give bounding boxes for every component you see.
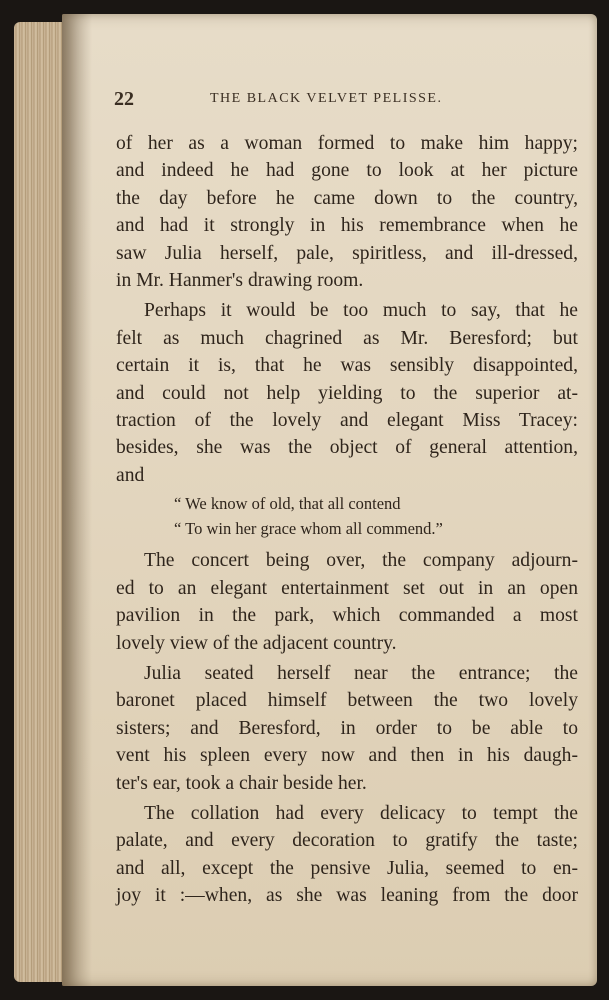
text-line: certain it is, that he was sensibly disappointed, (116, 355, 578, 377)
text-line: joy it :—when, as she was leaning from the door (116, 885, 578, 907)
text-line: baronet placed himself between the two lovely (116, 690, 578, 712)
text-line: The concert being over, the company adjourn- (144, 550, 578, 572)
text-line: besides, she was the object of general attention, (116, 437, 578, 459)
spine-shadow (62, 14, 92, 986)
running-head (114, 88, 584, 112)
text-line: felt as much chagrined as Mr. Beresford; but (116, 327, 578, 349)
verse-line: “ To win her grace whom all commend.” (174, 519, 443, 539)
text-line: pavilion in the park, which commanded a most (116, 605, 578, 627)
text-line: traction of the lovely and elegant Miss Tracey: (116, 410, 578, 432)
verse-line: “ We know of old, that all contend (174, 494, 401, 514)
text-line: The collation had every delicacy to tempt the (144, 802, 578, 824)
text-line: in Mr. Hanmer's drawing room. (116, 270, 364, 292)
text-line: vent his spleen every now and then in his daugh- (116, 745, 578, 767)
text-line: palate, and every decoration to gratify the taste; (116, 830, 578, 852)
text-line: lovely view of the adjacent country. (116, 632, 397, 654)
text-line: saw Julia herself, pale, spiritless, and ill-dressed, (116, 242, 578, 264)
text-line: ter's ear, took a chair beside her. (116, 772, 367, 794)
text-line: sisters; and Beresford, in order to be able to (116, 717, 578, 739)
text-line: Perhaps it would be too much to say, that he (144, 300, 578, 322)
page-number: 22 (114, 88, 134, 110)
text-line: and all, except the pensive Julia, seemed to en- (116, 857, 578, 879)
text-line: ed to an elegant entertainment set out in an open (116, 577, 578, 599)
running-title: THE BLACK VELVET PELISSE. (210, 91, 443, 106)
text-line: and had it strongly in his remembrance when he (116, 215, 578, 237)
text-line: and could not help yielding to the superior at- (116, 382, 578, 404)
text-line: the day before he came down to the country, (116, 187, 578, 209)
text-line: Julia seated herself near the entrance; the (144, 662, 578, 684)
body-text (116, 130, 578, 910)
text-line: and (116, 464, 145, 486)
text-line: of her as a woman formed to make him happy; (116, 133, 578, 154)
text-line: and indeed he had gone to look at her picture (116, 160, 578, 182)
